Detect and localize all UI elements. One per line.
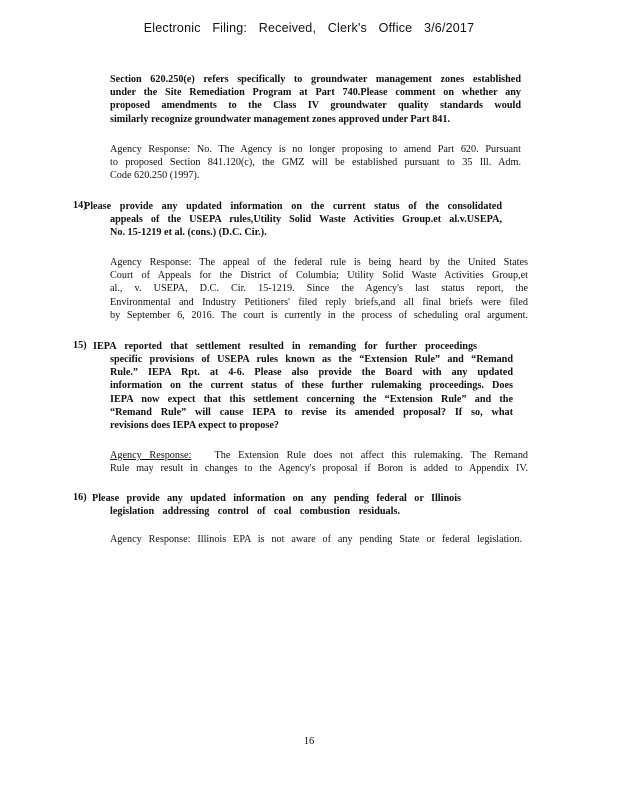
q14-line: No. 15-1219 et al. (cons.) (D.C. Cir.). <box>110 227 267 239</box>
q14-response-line: al., v. USEPA, D.C. Cir. 15-1219. Since the Agency's last status report, the <box>110 283 528 295</box>
q14-response-line: Court of Appeals for the District of Columbia; Utility Solid Waste Activities Group,et <box>110 270 528 282</box>
q14-response-line: Environmental and Industry Petitioners' filed reply briefs,and all final briefs were filed <box>110 296 528 308</box>
q15-line: “Remand Rule” will cause IEPA to revise its amended proposal? If so, what <box>110 406 513 418</box>
response-label: Agency Response: <box>110 450 192 461</box>
q13-response-line: Code 620.250 (1997). <box>110 170 200 182</box>
question-14-text <box>84 200 502 213</box>
question-16-response <box>110 533 522 546</box>
q15-line: IEPA now expect that this settlement concerning the “Extension Rule” and the <box>110 393 513 405</box>
q14-line: Please provide any updated information on the current status of the consolidated <box>84 201 502 212</box>
question-15-text <box>93 340 477 353</box>
question-14-response <box>110 256 528 322</box>
page-number: 16 <box>303 736 315 747</box>
q15-line: information on the current status of these further rulemaking proceedings. Does <box>110 380 513 392</box>
q15-line: revisions does IEPA expect to propose? <box>110 419 279 431</box>
filing-header: Electronic Filing: Received, Clerk's Office 3/6/2017 <box>143 21 475 35</box>
question-15-text-cont <box>110 353 513 432</box>
q13-line: similarly recognize groundwater management zones approved under Part 841. <box>110 113 451 125</box>
q13-response-line: to proposed Section 841.120(c), the GMZ will be established pursuant to 35 Ill. Adm. <box>110 157 521 169</box>
question-14-number: 14) <box>73 200 87 211</box>
q13-response-line: Agency Response: No. The Agency is no longer proposing to amend Part 620. Pursuant <box>110 144 521 155</box>
q16-line: legislation addressing control of coal combustion residuals. <box>110 506 400 517</box>
q15-line: IEPA reported that settlement resulted in remanding for further proceedings <box>93 341 477 352</box>
question-16-text-cont <box>110 505 400 518</box>
q15-response-text: The Extension Rule does not affect this rulemaking. The Remand <box>214 450 528 461</box>
question-16-text <box>92 492 461 505</box>
q16-line: Please provide any updated information on any pending federal or Illinois <box>92 493 461 504</box>
q14-line: appeals of the USEPA rules,Utility Solid Waste Activities Group.et al.v.USEPA, <box>110 214 502 225</box>
question-14-text-cont <box>110 213 502 239</box>
q15-line: Rule.” IEPA Rpt. at 4-6. Please also provide the Board with any updated <box>110 367 513 379</box>
q15-response-line: Rule may result in changes to the Agency's proposal if Boron is added to Appendix IV. <box>110 463 528 475</box>
q16-response-line: Agency Response: Illinois EPA is not aware of any pending State or federal legislation. <box>110 534 522 545</box>
question-15-number: 15) <box>73 340 87 351</box>
q15-line: specific provisions of USEPA rules known as the “Extension Rule” and “Remand <box>110 354 513 365</box>
q14-response-line: Agency Response: The appeal of the federal rule is being heard by the United States <box>110 257 528 268</box>
q14-response-line: by September 6, 2016. The court is currently in the process of scheduling oral argument. <box>110 309 528 321</box>
question-15-response <box>110 449 528 475</box>
q13-line: Section 620.250(e) refers specifically to groundwater management zones established <box>110 74 521 85</box>
question-16-number: 16) <box>73 492 87 503</box>
question-13-text <box>110 73 521 126</box>
q13-line: under the Site Remediation Program at Part 740.Please comment on whether any <box>110 87 521 99</box>
q13-line: proposed amendments to the Class IV groundwater quality standards would <box>110 100 521 112</box>
q15-response-first-line <box>110 449 528 462</box>
question-13-response <box>110 143 521 183</box>
